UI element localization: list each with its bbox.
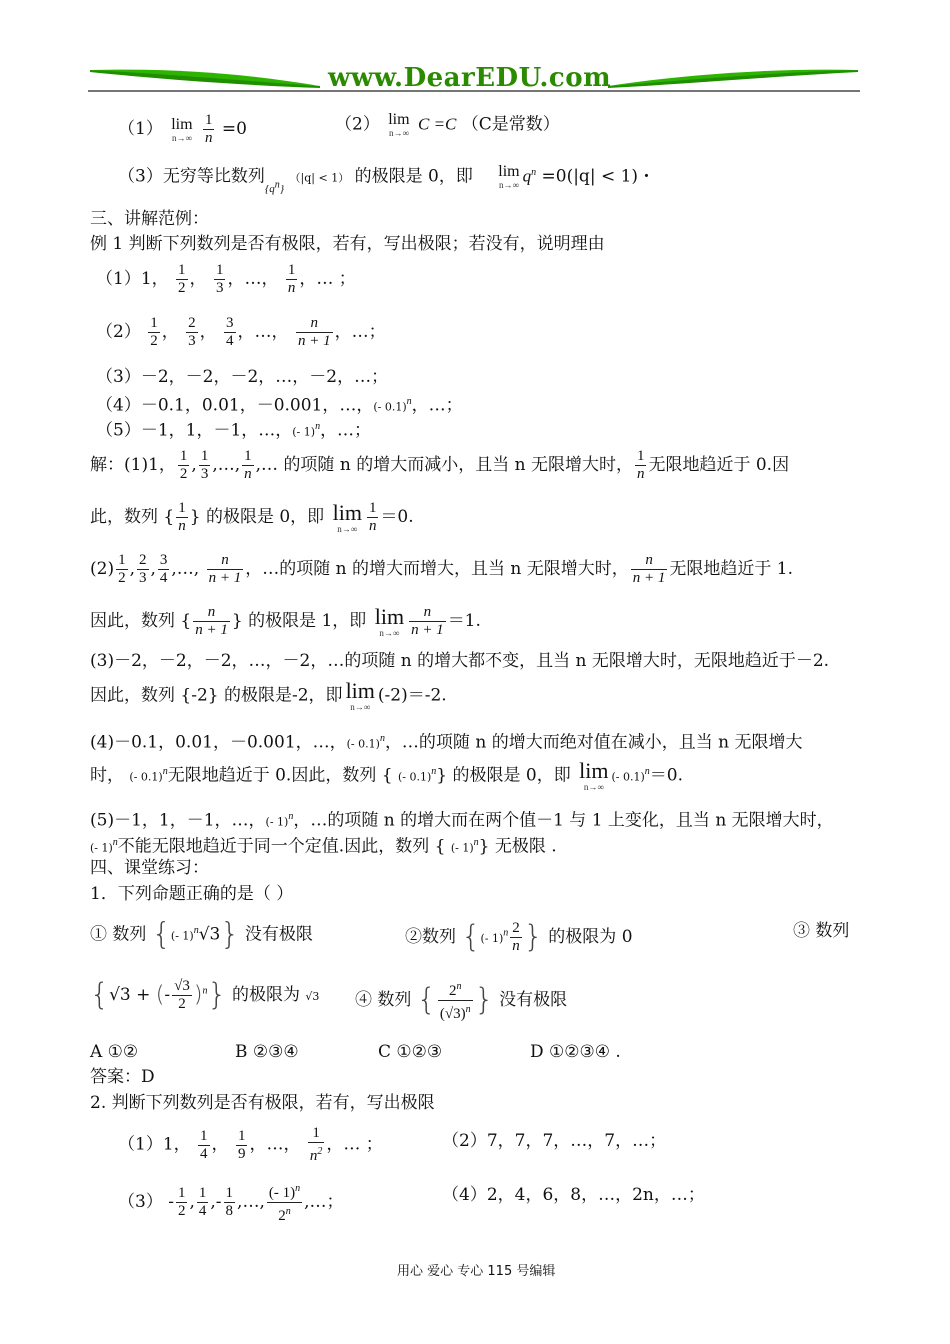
solution-5-line-2: (- 1)$^n$不能无限地趋近于同一个定值.因此，数列 { (- 1)$^n$} 无极限 . <box>90 836 557 857</box>
sequence-1: （1）1， $\frac{1}{2}$ ， $\frac{1}{3}$ ，…， $\frac{1}{n}$ ，… ； <box>96 262 356 296</box>
section-heading-examples: 三、讲解范例： <box>90 209 209 229</box>
choice-d: D ①②③④ . <box>530 1042 621 1062</box>
solution-4-line-2: 时， (- 0.1)$^n$无限地趋近于 0.因此，数列 { (- 0.1)$^n$} 的极限是 0，即 lim n→∞ (- 0.1)$^n$＝0. <box>90 758 683 792</box>
fraction-1-over-n: $\frac{1}{n}$ <box>204 112 213 146</box>
solution-5-line-1: (5)－1，1，－1，…，(- 1)$^n$，…的项随 n 的增大而在两个值－1 与 1 上变化，且当 n 无限增大时， <box>90 810 834 831</box>
question-2: 2. 判断下列数列是否有极限，若有，写出极限 <box>90 1093 435 1113</box>
formula-line-2: （2） lim n→∞ C =C （C是常数） <box>335 111 560 138</box>
question-2-part-1: （1）1， $\frac{1}{4}$ ， $\frac{1}{9}$ ，…， $\frac{1}{n^2}$ ，… ； <box>118 1125 383 1164</box>
solution-3-line-1: (3)－2，－2，－2，…，－2，…的项随 n 的增大都不变，且当 n 无限增大时，无限地趋近于－2. <box>90 651 830 671</box>
question-2-part-2: （2）7，7，7，…，7，…； <box>442 1131 667 1151</box>
limit-symbol: lim n→∞ <box>171 115 193 143</box>
question-2-part-3: （3） - $\frac{1}{2}$ , $\frac{1}{4}$ ,- $\frac{1}{8}$ ,…, $\frac{(- 1)^n}{2^n}$ ,…； <box>118 1180 344 1225</box>
question-2-part-4: （4）2，4，6，8，…，2n，…； <box>442 1185 705 1205</box>
sequence-5: （5）－1，1，－1，…，(- 1)$^n$，…； <box>96 420 372 441</box>
question-1-option-4: ④ 数列 { $\frac{2^n}{(√3)^n}$ } 没有极限 <box>355 978 567 1023</box>
section-heading-practice: 四、课堂练习： <box>90 858 209 878</box>
solution-2-line-2: 因此，数列 { $\frac{n}{n + 1}$ } 的极限是 1，即 lim n→∞ $\frac{n}{n + 1}$ ＝1. <box>90 603 481 638</box>
formula-line-1: （1） lim n→∞ $\frac{1}{n}$ =0 <box>118 112 247 146</box>
question-1: 1．下列命题正确的是（ ） <box>90 884 294 904</box>
formula-line-3: （3）无穷等比数列$_{\{q^n\}}$ （|q| < 1） 的极限是 0，即 lim n→∞ $q^n =0(|q| < 1)$ · <box>118 163 650 195</box>
question-1-option-3-label: ③ 数列 <box>793 921 850 941</box>
page-footer: 用心 爱心 专心 115 号编辑 <box>397 1264 556 1279</box>
example-1-prompt: 例 1 判断下列数列是否有极限，若有，写出极限；若没有，说明理由 <box>90 234 605 254</box>
sequence-3: （3）－2，－2，－2，…，－2，…； <box>96 367 389 387</box>
question-1-option-1: ① 数列 {(- 1)$^n$√3} 没有极限 <box>90 917 313 953</box>
limit-symbol: lim n→∞ <box>388 111 410 138</box>
sequence-4: （4）－0.1，0.01，－0.001，…，(- 0.1)$^n$，…； <box>96 395 463 416</box>
question-1-option-2: ②数列 {(- 1)$^n$ $\frac{2}{n}$ } 的极限为 0 <box>405 919 633 955</box>
choice-c: C ①②③ <box>378 1042 443 1062</box>
site-logo: www.DearEDU.com <box>328 63 612 93</box>
sequence-2: （2） $\frac{1}{2}$ ， $\frac{2}{3}$ ， $\frac{3}{4}$ ，…， $\frac{n}{n + 1}$ ，…； <box>96 315 386 349</box>
choice-a: A ①② <box>90 1042 139 1062</box>
question-1-option-3: {√3 + (- $\frac{√3}{2}$ )$^n$} 的极限为 √3 <box>90 977 320 1013</box>
limit-symbol: lim n→∞ <box>498 163 520 191</box>
choice-b: B ②③④ <box>235 1042 299 1062</box>
header-banner <box>88 60 863 100</box>
solution-4-line-1: (4)－0.1，0.01，－0.001，…，(- 0.1)$^n$，…的项随 n 的增大而绝对值在减小，且当 n 无限增大 <box>90 732 803 753</box>
solution-1-line-1: 解：(1)1， $\frac{1}{2}$ , $\frac{1}{3}$ ,…, $\frac{1}{n}$ ,… 的项随 n 的增大而减小，且当 n 无限增大时， $\frac{1}{n}$ 无限地趋近于 0.因 <box>90 448 790 482</box>
solution-1-line-2: 此，数列 { $\frac{1}{n}$ } 的极限是 0，即 lim n→∞ $\frac{1}{n}$ ＝0. <box>90 499 414 534</box>
solution-2-line-1: (2) $\frac{1}{2}$ , $\frac{2}{3}$ , $\frac{3}{4}$ ,…, $\frac{n}{n + 1}$ ，…的项随 n 的增大而增大，且当 n 无限增大时， $\frac{n}{n + 1}$ 无限地趋近于 1. <box>90 552 794 586</box>
answer-1: 答案：D <box>90 1067 155 1087</box>
solution-3-line-2: 因此，数列 {-2} 的极限是-2，即 lim n→∞ (-2)＝-2. <box>90 678 447 712</box>
